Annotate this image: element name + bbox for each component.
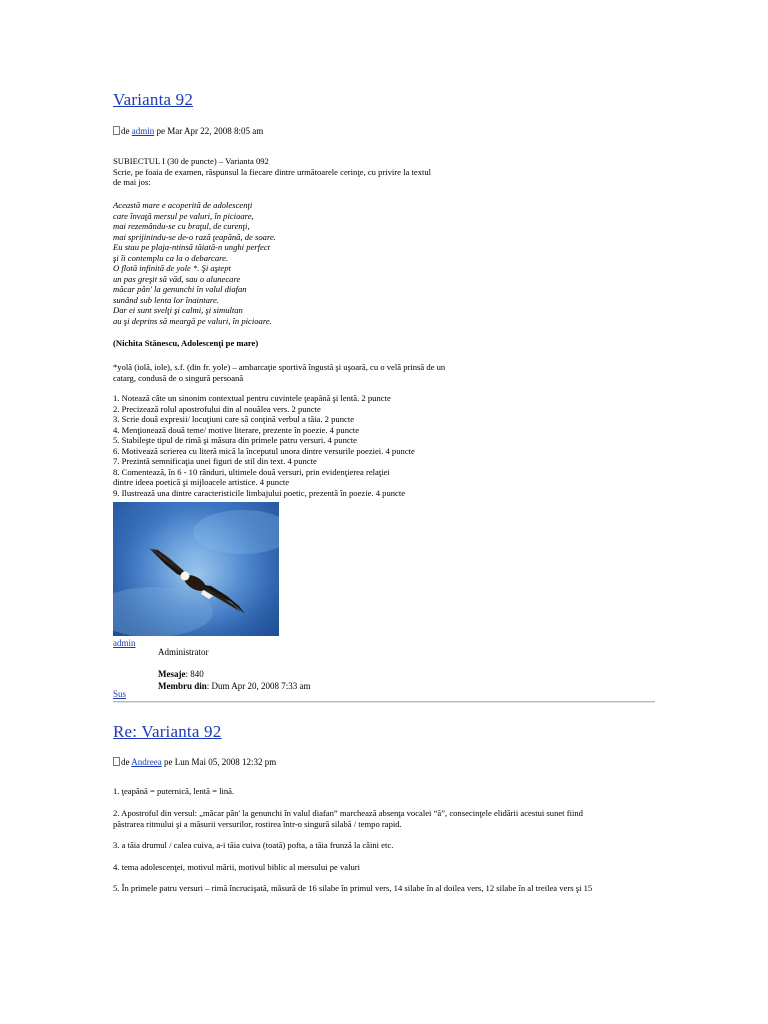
profile-posts: Mesaje: 840 [158,669,204,679]
post-icon [113,757,120,766]
answer-4: 4. tema adolescenţei, motivul mării, motivul biblic al mersului pe valuri [113,862,361,872]
post-icon [113,126,120,135]
task-item: dintre ideea poetică şi mijloacele artistice. 4 puncte [113,477,290,487]
post-meta [113,126,263,137]
profile-role: Administrator [158,647,209,657]
profile-joined: Membru din: Dum Apr 20, 2008 7:33 am [158,681,311,691]
poem-line: mai sprijinindu-se de-o rază ţeapănă, de soare. [113,231,276,242]
footnote-line: catarg, condusă de o singură persoană [113,372,244,383]
answer-3: 3. a tăia drumul / calea cuiva, a-i tăia cuiva (toată) pofta, a tăia frunză la câini etc. [113,840,394,850]
post-divider [113,701,655,703]
task-item: 4. Menţionează două teme/ motive literare, prezente în poezie. 4 puncte [113,424,360,435]
poem-line: Dar ei sunt svelţi şi calmi, şi simultan [113,305,243,315]
post-meta-prefix: de [121,126,130,136]
answer-2 [113,808,583,829]
task-item: 1. Notează câte un sinonim contextual pentru cuvintele ţeapănă şi lentă. 2 puncte [113,393,391,403]
poem-line: au şi deprins să meargă pe valuri, în picioare. [113,315,272,326]
answer-line: 2. Apostroful din versul: „măcar pân' la genunchi în valul diafan” marchează absenţa vocalei “ă”, consecinţele elidării acestui sunet fiind [113,808,583,818]
poem-line: O flotă infinită de yole *. Şi aştept [113,263,231,273]
poem-line: şi îi contemplu ca la o debarcare. [113,252,229,263]
task-item: 2. Precizează rolul apostrofului din al nouălea vers. 2 puncte [113,403,321,414]
footnote-line: *yolă (iolă, iole), s.f. (din fr. yole) – ambarcaţie sportivă îngustă şi uşoară, cu o velă prinsă de un [113,362,446,372]
footnote [113,362,445,383]
reply-meta [113,757,276,768]
reply-date: pe Lun Mai 05, 2008 12:32 pm [164,757,277,767]
author-link[interactable]: Andreea [131,757,162,767]
task-item: 5. Stabileşte tipul de rimă şi măsura din primele patru versuri. 4 puncte [113,435,357,445]
poem-line: măcar pân' la genunchi în valul diafan [113,284,247,294]
answer-1: 1. ţeapănă = puternică, lentă = lină. [113,786,235,796]
poem-line: care învaţă mersul pe valuri, în picioare, [113,210,254,221]
answer-5: 5. În primele patru versuri – rimă încrucişată, măsură de 16 silabe în primul vers, 14 silabe în al doilea vers, 12 silabe în al treilea vers şi 15 [113,883,593,893]
subject-header [113,156,431,188]
reply-title[interactable]: Re: Varianta 92 [113,722,222,741]
eagle-avatar-image [113,502,279,636]
task-list [113,393,415,498]
post-title[interactable]: Varianta 92 [113,90,194,109]
poem-line: Eu stau pe plaja-ntinsă tăiată-n unghi perfect [113,242,271,252]
poem-line: un pas greşit să văd, sau o alunecare [113,273,241,284]
subject-line: de mai jos: [113,177,151,187]
eagle-icon [113,502,279,636]
reply-meta-prefix: de [121,757,130,767]
subject-line: Scrie, pe foaia de examen, răspunsul la fiecare dintre următoarele cerinţe, cu privire la textul [113,166,432,177]
answer-line: păstrarea ritmului şi a măsurii versurilor, rostirea într-o singură silabă / tempo rapid. [113,818,402,829]
back-to-top-link[interactable]: Sus [113,689,127,699]
joined-label: Membru din [158,681,207,691]
poem-line: sunând sub lenta lor înaintare. [113,294,219,305]
subject-line: SUBIECTUL I (30 de puncte) – Varianta 092 [113,156,269,166]
task-item: 7. Prezintă semnificaţia unei figuri de stil din text. 4 puncte [113,456,317,466]
posts-value: 840 [190,669,204,679]
poem-source: (Nichita Stănescu, Adolescenţi pe mare) [113,338,259,348]
task-item: 3. Scrie două expresii/ locuţiuni care să conţină verbul a tăia. 2 puncte [113,414,355,424]
poem-line: Această mare e acoperită de adolescenţi [113,200,253,210]
profile-username-link[interactable]: admin [113,638,136,648]
task-item: 6. Motivează scrierea cu literă mică la începutul unora dintre versurile poeziei. 4 puncte [113,445,415,456]
post-date: pe Mar Apr 22, 2008 8:05 am [156,126,264,136]
poem [113,200,276,326]
task-item: 8. Comentează, în 6 - 10 rânduri, ultimele două versuri, prin evidenţierea relaţiei [113,466,390,477]
posts-label: Mesaje [158,669,186,679]
task-item: 9. Ilustrează una dintre caracteristicile limbajului poetic, prezentă în poezie. 4 puncte [113,487,406,498]
joined-value: Dum Apr 20, 2008 7:33 am [211,681,311,691]
poem-line: mai rezemându-se cu braţul, de curenţi, [113,221,250,231]
author-link[interactable]: admin [131,126,155,136]
